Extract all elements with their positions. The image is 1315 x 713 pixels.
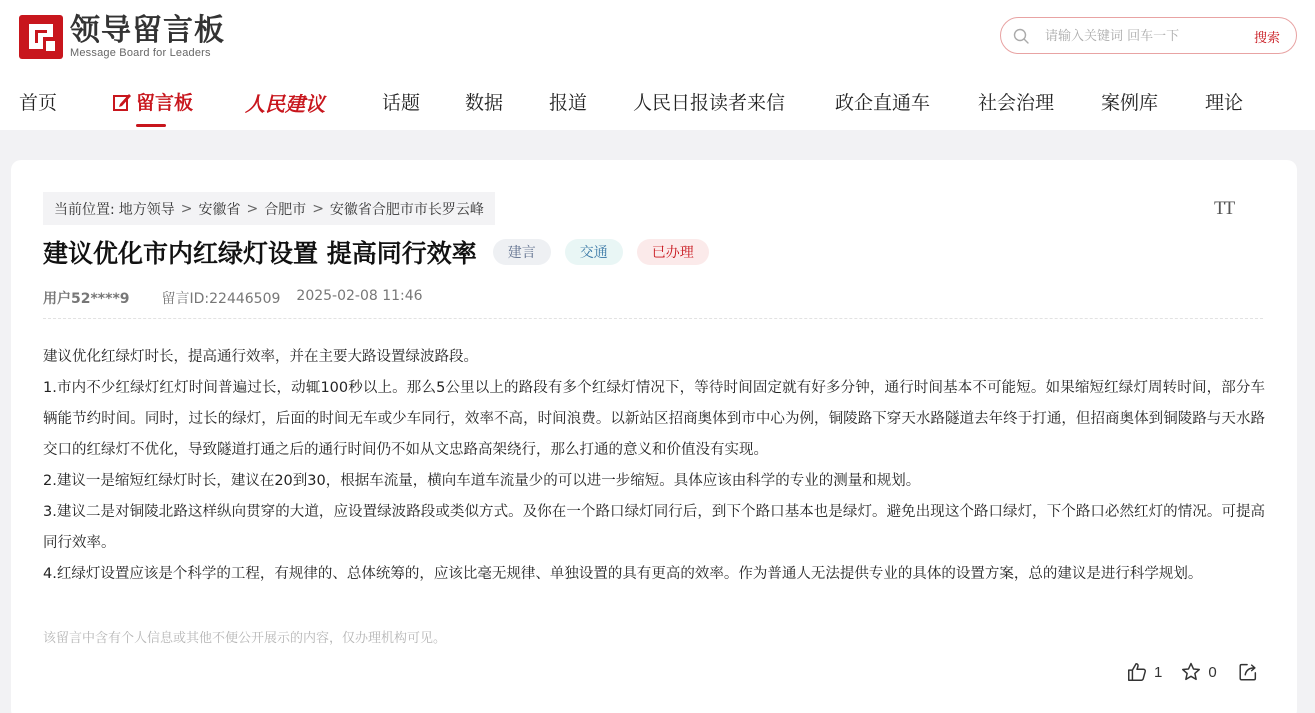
message-paragraph: 4.红绿灯设置应该是个科学的工程，有规律的、总体统筹的，应该比毫无规律、单独设置的具有更高的效率。作为普通人无法提供专业的具体的设置方案，总的建议是进行科学规划。: [43, 566, 1203, 582]
breadcrumb: [43, 192, 495, 225]
logo-text: [70, 12, 225, 60]
nav-item-case-library[interactable]: 案例库: [1101, 92, 1159, 114]
favorite-count: 0: [1208, 663, 1217, 681]
author-name: 用户52****9: [43, 291, 130, 307]
logo-title-cn: 领导留言板: [70, 12, 225, 48]
divider: [43, 318, 1263, 319]
message-title-row: [43, 234, 709, 270]
breadcrumb-separator: >: [180, 200, 193, 217]
breadcrumb-item[interactable]: 安徽省: [198, 201, 241, 218]
like-button[interactable]: [1126, 661, 1162, 683]
search-box: [1000, 17, 1297, 54]
nav-item-theory[interactable]: 理论: [1205, 92, 1244, 114]
star-icon: [1180, 661, 1202, 683]
breadcrumb-item[interactable]: 合肥市: [264, 201, 307, 218]
privacy-notice: 该留言中含有个人信息或其他不便公开展示的内容，仅办理机构可见。: [43, 631, 447, 646]
message-actions: [1126, 660, 1259, 684]
nav-item-reports[interactable]: 报道: [549, 92, 588, 114]
breadcrumb-separator: >: [246, 200, 259, 217]
breadcrumb-prefix: 当前位置:: [54, 201, 115, 218]
message-meta: [43, 288, 423, 308]
nav-item-data[interactable]: 数据: [465, 92, 504, 114]
share-icon: [1237, 661, 1259, 683]
breadcrumb-item[interactable]: 地方领导: [118, 201, 175, 218]
favorite-button[interactable]: [1180, 661, 1216, 683]
site-logo[interactable]: [19, 14, 225, 60]
nav-item-people-suggestions[interactable]: 人民建议: [245, 92, 325, 116]
message-timestamp: 2025-02-08 11:46: [296, 288, 423, 304]
share-button[interactable]: [1237, 661, 1259, 683]
nav-item-readers-letters[interactable]: 人民日报读者来信: [633, 92, 786, 114]
message-paragraph: 2.建议一是缩短红绿灯时长，建议在20到30，根据车流量，横向车道车流量少的可以进一步缩短。具体应该由科学的专业的测量和规划。: [43, 473, 921, 489]
status-badge: 已办理: [637, 239, 709, 265]
breadcrumb-item[interactable]: 安徽省合肥市市长罗云峰: [329, 201, 484, 218]
edit-icon: [112, 92, 132, 112]
logo-title-en: Message Board for Leaders: [70, 46, 211, 59]
nav-item-message-board[interactable]: [112, 88, 193, 115]
like-icon: [1126, 661, 1148, 683]
search-icon: [1013, 28, 1029, 44]
search-input[interactable]: [1045, 26, 1235, 46]
search-button[interactable]: 搜索: [1254, 27, 1280, 46]
message-id: 留言ID:22446509: [161, 291, 281, 307]
nav-item-gov-enterprise[interactable]: 政企直通车: [835, 92, 931, 114]
message-paragraph: 1.市内不少红绿灯红灯时间普遍过长，动辄100秒以上。那么5公里以上的路段有多个红绿灯情况下，等待时间固定就有好多分钟，通行时间基本不可能短。如果缩短红绿灯周转时间，部分车辆能节约时间。同时，过长的绿灯，后面的时间无车或少车同行，效率不高，时间浪费。以新站区招商奥体到市中心为例，铜陵路下穿天水路隧道去年终于打通，但招商奥体到铜陵路与天水路交口的红绿灯不优化，导致隧道打通之后的通行时间仍不如从文忠路高架绕行，那么打通的意义和价值没有实现。: [43, 380, 1265, 458]
logo-icon: [19, 15, 63, 59]
message-paragraph: 建议优化红绿灯时长，提高通行效率，并在主要大路设置绿波路段。: [43, 349, 478, 365]
tag-suggestion: 建言: [493, 239, 551, 265]
message-title: 建议优化市内红绿灯设置 提高同行效率: [43, 239, 477, 268]
nav-item-topics[interactable]: 话题: [382, 92, 421, 114]
site-header: [0, 0, 1315, 130]
breadcrumb-separator: >: [312, 200, 324, 217]
like-count: 1: [1154, 663, 1163, 681]
message-paragraph: 3.建议二是对铜陵北路这样纵向贯穿的大道，应设置绿波路段或类似方式。及你在一个路口绿灯同行后，到下个路口基本也是绿灯。避免出现这个路口绿灯，下个路口必然红灯的情况。可提高同行效率。: [43, 504, 1265, 551]
tag-traffic: 交通: [565, 239, 623, 265]
nav-item-label: 留言板: [136, 92, 194, 114]
message-body: [43, 342, 1265, 590]
font-size-toggle[interactable]: TT: [1214, 198, 1234, 219]
nav-active-indicator: [136, 124, 166, 127]
nav-item-home[interactable]: 首页: [19, 92, 58, 114]
main-nav: [0, 82, 1315, 126]
nav-item-social-governance[interactable]: 社会治理: [978, 92, 1055, 114]
